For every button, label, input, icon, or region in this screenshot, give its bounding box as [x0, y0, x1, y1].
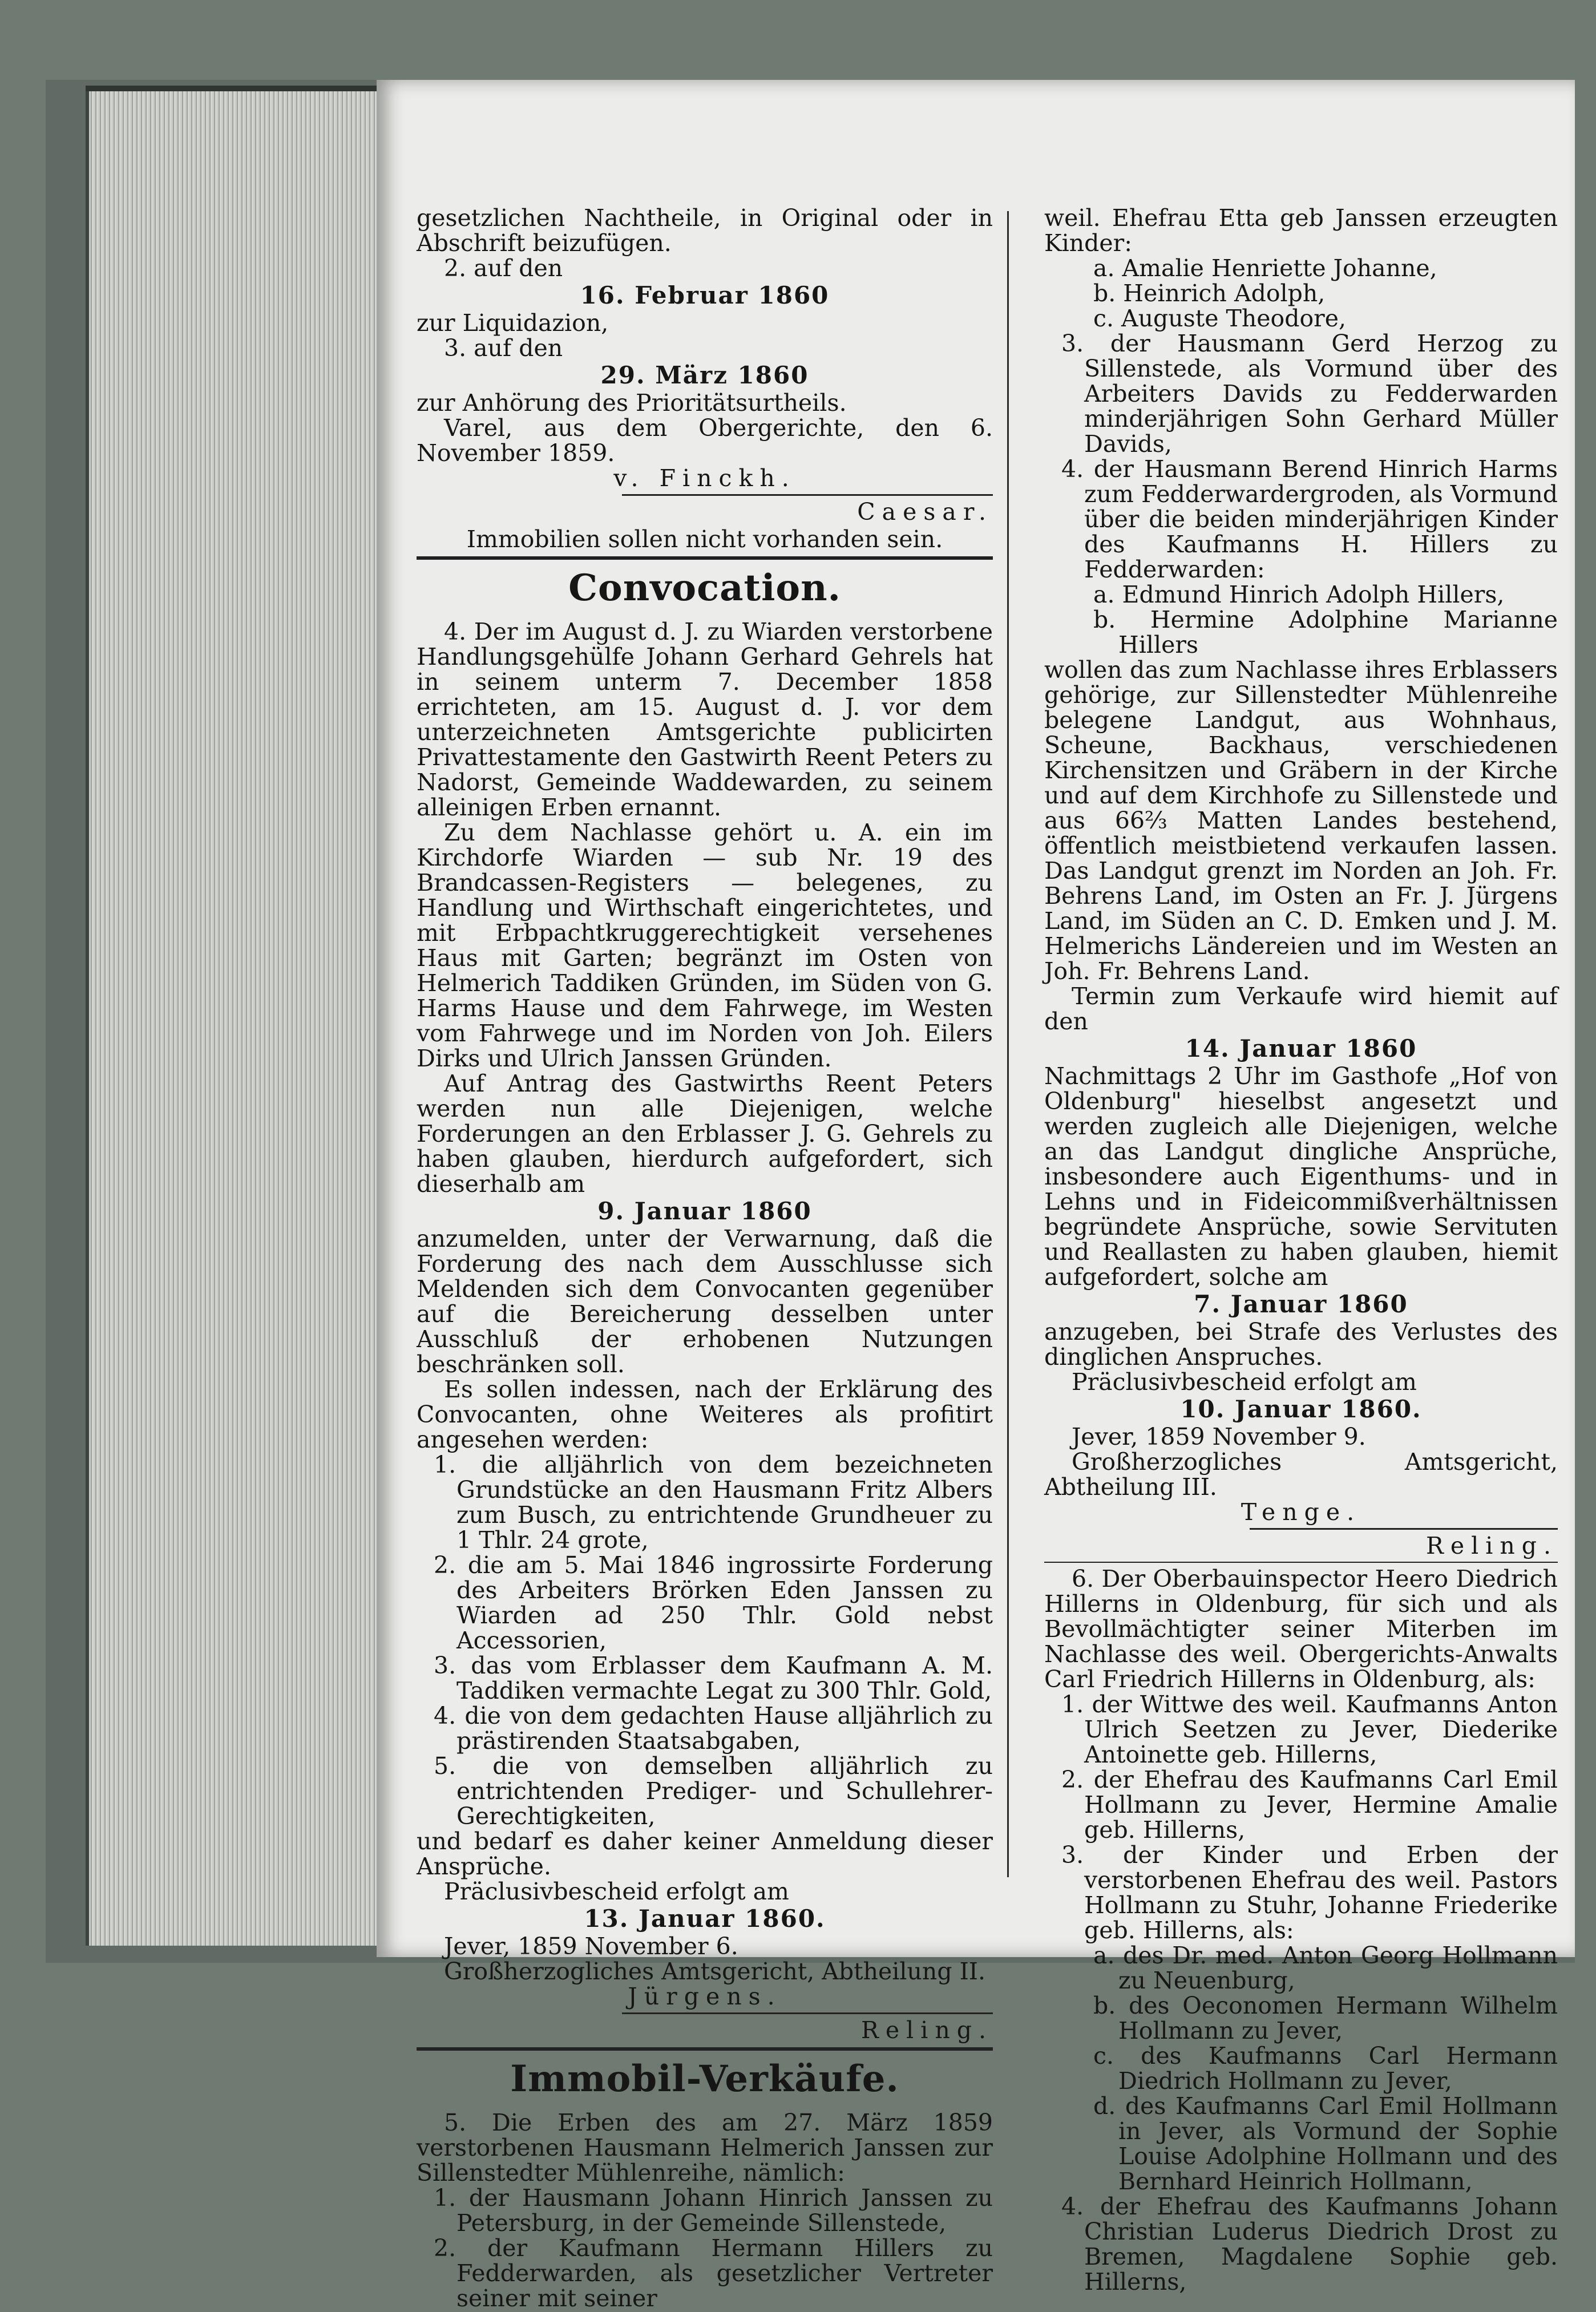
- list-item: 2. der Kaufmann Hermann Hillers zu Fedderwarden, als gesetzlicher Vertreter seiner mit seiner: [434, 2234, 993, 2312]
- text-paragraph: Es sollen indessen, nach der Erklärung des Convocanten, ohne Weiteres als profitirt angesehen werden:: [417, 1376, 993, 1453]
- list-item: 3. der Kinder und Erben der verstorbenen Ehefrau des weil. Pastors Hollmann zu Stuhr, Johanne Friederike geb. Hillerns, als:: [1061, 1841, 1558, 1944]
- text-line: zur Liquidazion,: [417, 309, 609, 337]
- rule: [417, 556, 993, 560]
- rule: [417, 2047, 993, 2051]
- text-line: zur Anhörung des Prioritätsurtheils.: [417, 389, 847, 417]
- list-item: 5. die von demselben alljährlich zu entrichtenden Prediger- und Schullehrer-Gerechtigkeiten,: [434, 1752, 993, 1830]
- section-heading: Convocation.: [568, 567, 841, 609]
- list-subitem: b. Hermine Adolphine Marianne Hillers: [1093, 606, 1558, 658]
- list-item: 1. der Wittwe des weil. Kaufmanns Anton Ulrich Seetzen zu Jever, Diederike Antoinette geb. Hillerns,: [1061, 1691, 1558, 1768]
- text-line: Termin zum Verkaufe wird hiemit auf den: [1044, 983, 1558, 1035]
- signature: v. Finckh.: [613, 464, 796, 492]
- list-item: 4. der Hausmann Berend Hinrich Harms zum Fedderwardergroden, als Vormund über die beiden minderjährigen Kinder des Kaufmanns H. Hillers zu Fedderwarden:: [1061, 455, 1558, 583]
- date-line: 16. Februar 1860: [580, 281, 830, 309]
- text-paragraph: Nachmittags 2 Uhr im Gasthofe „Hof von Oldenburg" hieselbst angesetzt und werden zugleich alle Diejenigen, welche an das Landgut dingliche Ansprüche, insbesondere auch Eigenthums- und in Lehns und in Fideicommißverhältnissen begründete Ansprüche, sowie Servituten und Reallasten zu haben glauben, hiemit aufgefordert, solche am: [1044, 1062, 1558, 1291]
- text-line: 2. auf den: [444, 254, 563, 282]
- text-paragraph: 5. Die Erben des am 27. März 1859 verstorbenen Hausmann Helmerich Janssen zur Sillenstedter Mühlenreihe, nämlich:: [417, 2109, 993, 2186]
- list-item: 1. die alljährlich von dem bezeichneten Grundstücke an den Hausmann Fritz Albers zum Busch, zu entrichtende Grundheuer zu 1 Thlr. 24 grote,: [434, 1451, 993, 1554]
- list-item: 3. das vom Erblasser dem Kaufmann A. M. Taddiken vermachte Legat zu 300 Thlr. Gold,: [434, 1652, 993, 1704]
- text-paragraph: Zu dem Nachlasse gehört u. A. ein im Kirchdorfe Wiarden — sub Nr. 19 des Brandcassen-Registers — belegenes, zu Handlung und Wirthschaft eingerichtetes, und mit Erbpachtkruggerechtigkeit versehenes Haus mit Garten; begränzt im Osten von Helmerich Taddiken Gründen, im Süden von G. Harms Hause und dem Fahrwege, im Westen vom Fahrwege und im Norden von Joh. Eilers Dirks und Ulrich Janssen Gründen.: [417, 819, 993, 1072]
- text-line: 3. auf den: [444, 334, 563, 362]
- rule: [1250, 1528, 1558, 1530]
- place-date-line: Jever, 1859 November 9.: [1072, 1423, 1366, 1450]
- date-line: 7. Januar 1860: [1194, 1290, 1408, 1318]
- date-line: 13. Januar 1860.: [584, 1905, 826, 1933]
- list-item: 1. der Hausmann Johann Hinrich Janssen zu Petersburg, in der Gemeinde Sillenstede,: [434, 2184, 993, 2237]
- court-line: Großherzogliches Amtsgericht, Abtheilung II.: [444, 1958, 986, 1985]
- left-column: [417, 205, 993, 2311]
- rule: [1044, 1562, 1558, 1563]
- text-line: Präclusivbescheid erfolgt am: [1072, 1368, 1417, 1396]
- place-date-line: Jever, 1859 November 6.: [444, 1933, 738, 1960]
- note-line: Immobilien sollen nicht vorhanden sein.: [466, 526, 943, 553]
- list-subitem: a. Amalie Henriette Johanne,: [1093, 254, 1437, 282]
- list-subitem: a. Edmund Hinrich Adolph Hillers,: [1093, 581, 1505, 608]
- signature: Jürgens.: [628, 1983, 782, 2010]
- date-line: 10. Januar 1860.: [1180, 1395, 1422, 1423]
- list-item: 4. die von dem gedachten Hause alljährlich zu prästirenden Staatsabgaben,: [434, 1702, 993, 1755]
- text-line: anzugeben, bei Strafe des Verlustes des dinglichen Anspruches.: [1044, 1318, 1558, 1371]
- list-subitem: c. des Kaufmanns Carl Hermann Diedrich Hollmann zu Jever,: [1093, 2042, 1558, 2095]
- signature: Reling.: [860, 2016, 993, 2044]
- right-column: [1044, 205, 1558, 2294]
- list-item: 2. die am 5. Mai 1846 ingrossirte Forderung des Arbeiters Brörken Eden Janssen zu Wiarden ad 250 Thlr. Gold nebst Accessorien,: [434, 1551, 993, 1654]
- list-subitem: d. des Kaufmanns Carl Emil Hollmann in Jever, als Vormund der Sophie Louise Adolphine Hollmann und des Bernhard Heinrich Hollmann,: [1093, 2092, 1558, 2195]
- section-heading: Immobil-Verkäufe.: [510, 2058, 899, 2100]
- list-item: 2. der Ehefrau des Kaufmanns Carl Emil Hollmann zu Jever, Hermine Amalie geb. Hillerns,: [1061, 1766, 1558, 1844]
- column-divider: [1007, 211, 1009, 1877]
- text-line: und bedarf es daher keiner Anmeldung dieser Ansprüche.: [417, 1828, 993, 1880]
- list-subitem: b. Heinrich Adolph,: [1093, 280, 1326, 307]
- rule: [622, 2012, 993, 2014]
- signature: Caesar.: [857, 498, 993, 526]
- text-paragraph: wollen das zum Nachlasse ihres Erblassers gehörige, zur Sillenstedter Mühlenreihe belegene Landgut, aus Wohnhaus, Scheune, Backhaus, verschiedenen Kirchensitzen und Gräbern in der Kirche und auf dem Kirchhofe zu Sillenstede und aus 66⅔ Matten Landes bestehend, öffentlich meistbietend verkaufen lassen. Das Landgut grenzt im Norden an Joh. Fr. Behrens Land, im Osten an Fr. J. Jürgens Land, im Süden an C. D. Emken und J. M. Helmerichs Ländereien und im Westen an Joh. Fr. Behrens Land.: [1044, 656, 1558, 985]
- text-paragraph: 4. Der im August d. J. zu Wiarden verstorbene Handlungsgehülfe Johann Gerhard Gehrels hat in seinem unterm 7. December 1858 errichteten, am 15. August d. J. vor dem unterzeichneten Amtsgerichte publicirten Privattestamente den Gastwirth Reent Peters zu Nadorst, Gemeinde Waddewarden, zu seinem alleinigen Erben ernannt.: [417, 618, 993, 821]
- date-line: 9. Januar 1860: [597, 1197, 812, 1225]
- text-paragraph: anzumelden, unter der Verwarnung, daß die Forderung des nach dem Ausschlusse sich Meldenden sich dem Convocanten gegenüber auf die Bereicherung desselben unter Ausschluß der erhobenen Nutzungen beschränken soll.: [417, 1225, 993, 1378]
- text-paragraph: gesetzlichen Nachtheile, in Original oder in Abschrift beizufügen.: [417, 204, 993, 257]
- list-subitem: c. Auguste Theodore,: [1093, 305, 1347, 332]
- date-line: 29. März 1860: [600, 361, 809, 389]
- text-paragraph: 6. Der Oberbauinspector Heero Diedrich Hillerns in Oldenburg, für sich und als Bevollmächtigter seiner Miterben im Nachlasse des weil. Obergerichts-Anwalts Carl Friedrich Hillerns in Oldenburg, als:: [1044, 1565, 1558, 1693]
- signature: Reling.: [1425, 1532, 1558, 1559]
- text-line: Präclusivbescheid erfolgt am: [444, 1878, 789, 1905]
- list-subitem: a. des Dr. med. Anton Georg Hollmann zu Neuenburg,: [1093, 1942, 1558, 1994]
- date-line: 14. Januar 1860: [1185, 1034, 1417, 1062]
- page-edges: [86, 91, 380, 1946]
- text-paragraph: weil. Ehefrau Etta geb Janssen erzeugten Kinder:: [1044, 204, 1558, 257]
- rule: [622, 494, 993, 496]
- list-subitem: b. des Oeconomen Hermann Wilhelm Hollmann zu Jever,: [1093, 1992, 1558, 2044]
- place-date-line: Varel, aus dem Obergerichte, den 6. November 1859.: [417, 414, 993, 467]
- text-paragraph: Auf Antrag des Gastwirths Reent Peters werden nun alle Diejenigen, welche Forderungen an den Erblasser J. G. Gehrels zu haben glauben, hierdurch aufgefordert, sich dieserhalb am: [417, 1070, 993, 1198]
- court-line: Großherzogliches Amtsgericht, Abtheilung III.: [1044, 1448, 1558, 1501]
- list-item: 4. der Ehefrau des Kaufmanns Johann Christian Luderus Diedrich Drost zu Bremen, Magdalene Sophie geb. Hillerns,: [1061, 2193, 1558, 2295]
- list-item: 3. der Hausmann Gerd Herzog zu Sillenstede, als Vormund über des Arbeiters Davids zu Fedderwarden minderjährigen Sohn Gerhard Müller Davids,: [1061, 330, 1558, 458]
- signature: Tenge.: [1241, 1498, 1361, 1526]
